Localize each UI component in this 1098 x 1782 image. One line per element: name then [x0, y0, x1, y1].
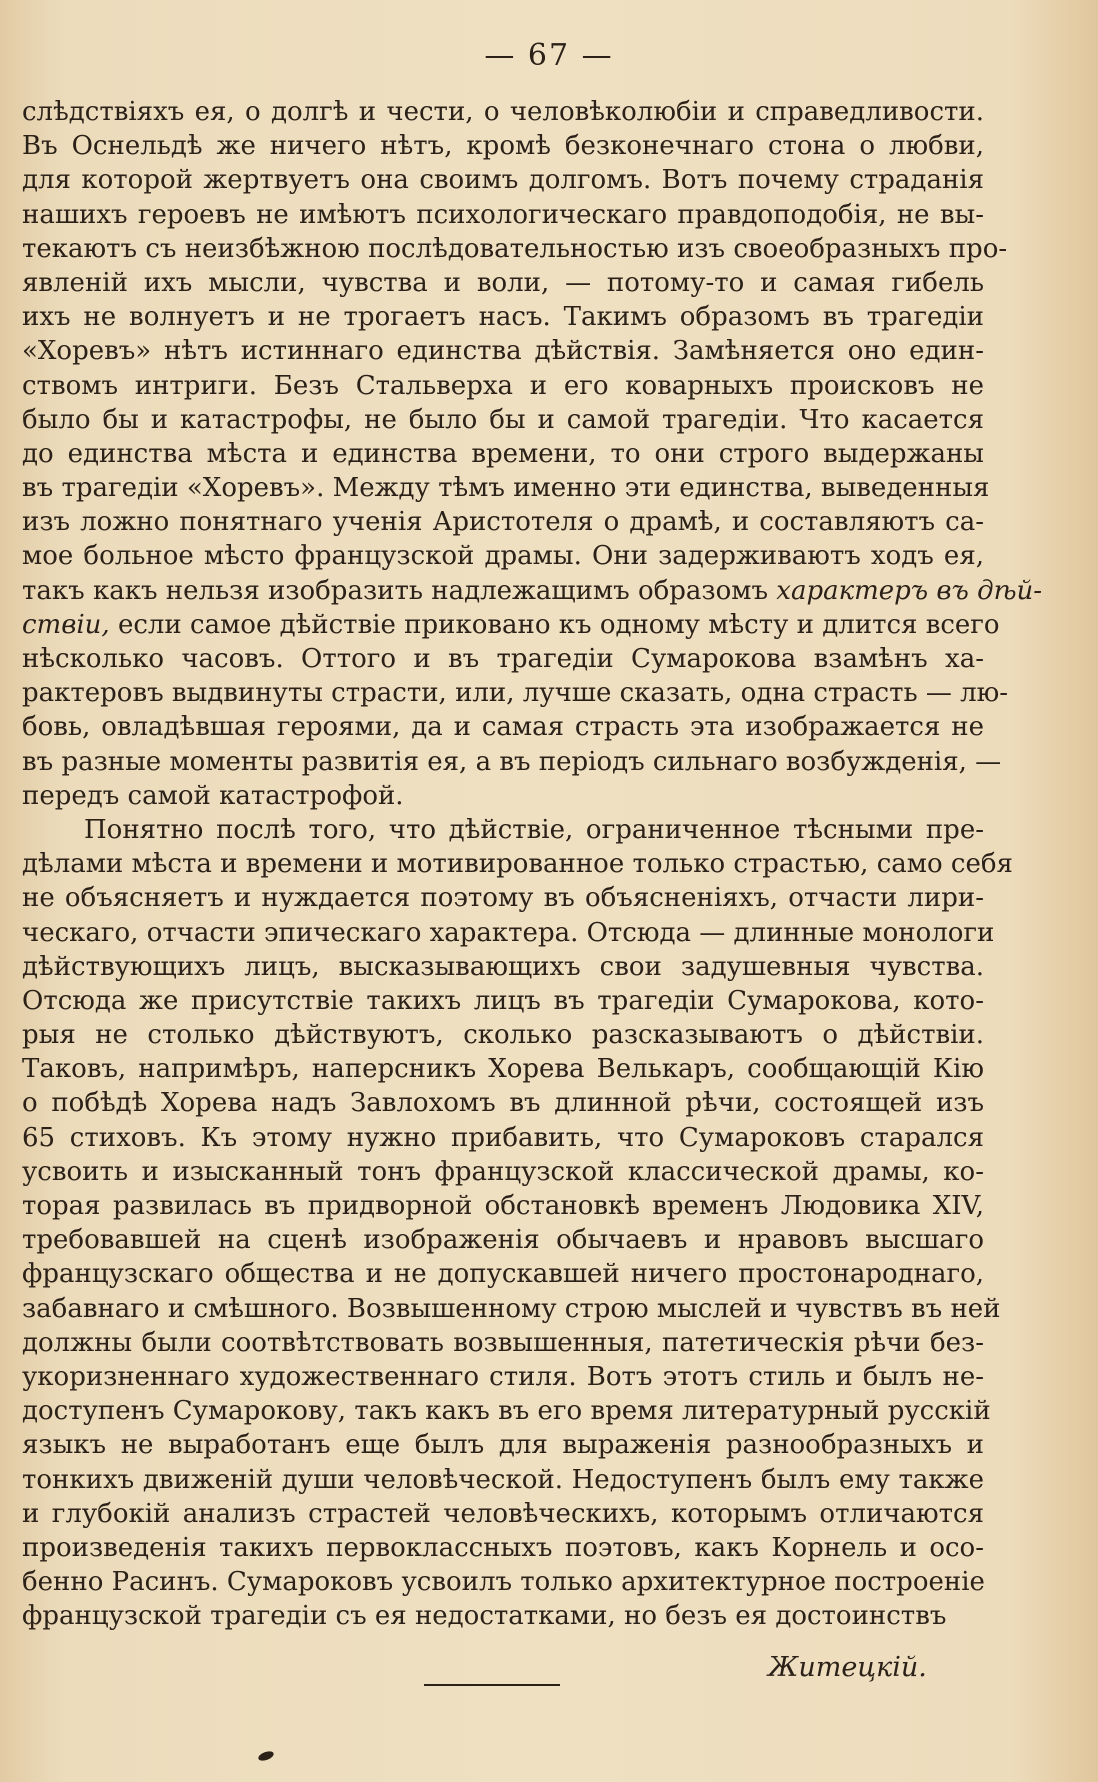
line-text: усвоить и изысканный тонъ французской классической драмы, ко- [22, 1156, 984, 1187]
line-text: для которой жертвуетъ она своимъ долгомъ. Вотъ почему страданія [22, 165, 984, 196]
text-line [22, 198, 984, 232]
ink-blot [257, 1750, 275, 1763]
text-line [22, 642, 984, 676]
text-line [22, 1463, 984, 1497]
text-line [22, 129, 984, 163]
text-line [22, 95, 984, 129]
line-text: въ разные моменты развитія ея, а въ періодъ сильнаго возбужденія, — [22, 746, 1002, 777]
author-signature: Житецкій. [768, 1652, 927, 1683]
text-line [22, 505, 984, 539]
line-text: ствомъ интриги. Безъ Стальверха и его коварныхъ происковъ не [22, 370, 984, 401]
line-text: не объясняетъ и нуждается поэтому въ объясненіяхъ, отчасти лири- [22, 883, 984, 914]
line-text: тонкихъ движеній души человѣческой. Недоступенъ былъ ему также [22, 1464, 984, 1495]
page-number: — 67 — [484, 38, 614, 73]
line-text: 65 стиховъ. Къ этому нужно прибавить, что Сумароковъ старался [22, 1122, 984, 1153]
line-text: доступенъ Сумарокову, такъ какъ въ его время литературный русскій [22, 1396, 991, 1427]
line-text: торая развилась въ придворной обстановкѣ временъ Людовика XIV, [22, 1191, 984, 1221]
line-text: было бы и катастрофы, не было бы и самой трагедіи. Что касается [22, 404, 984, 435]
text-line [22, 779, 984, 813]
line-text: ческаго, отчасти эпическаго характера. Отсюда — длинные монологи [22, 917, 995, 948]
text-line [22, 232, 1008, 266]
line-text: изъ ложно понятнаго ученія Аристотеля о драмѣ, и составляютъ са- [22, 507, 984, 538]
text-line [22, 1326, 984, 1360]
text-line [22, 1223, 984, 1257]
text-line [22, 1531, 984, 1565]
text-line [22, 676, 1009, 710]
line-text: бовь, овладѣвшая героями, да и самая страсть эта изображается не [22, 712, 984, 743]
line-text: Отсюда же присутствіе такихъ лицъ въ трагедіи Сумарокова, кото- [22, 985, 984, 1016]
text-line [22, 1018, 984, 1052]
line-text: текаютъ съ неизбѣжною послѣдовательностью изъ своеобразныхъ про- [22, 233, 1008, 264]
italic-phrase: ствіи, [22, 609, 110, 640]
footer [0, 1652, 1098, 1692]
text-line [22, 437, 984, 471]
line-text: мое больное мѣсто французской драмы. Они задерживаютъ ходъ ея, [22, 541, 984, 572]
text-line [22, 916, 995, 950]
line-text: рактеровъ выдвинуты страсти, или, лучше сказать, одна страсть — лю- [22, 678, 1009, 709]
line-text: дѣлами мѣста и времени и мотивированное только страстью, само себя [22, 849, 1013, 880]
text-line [22, 1257, 984, 1291]
text-line [22, 813, 984, 847]
line-text: Понятно послѣ того, что дѣйствіе, ограниченное тѣсными пре- [84, 814, 984, 845]
line-text: французской трагедіи съ ея недостатками, но безъ ея достоинствъ [22, 1601, 947, 1632]
text-line [22, 1292, 1001, 1326]
text-line [22, 163, 984, 197]
text-line [22, 1360, 984, 1394]
text-line [22, 847, 1013, 881]
text-line [22, 300, 984, 334]
line-text: Въ Оснельдѣ же ничего нѣтъ, кромѣ безконечнаго стона о любви, [22, 131, 984, 162]
text-line [22, 1086, 984, 1120]
text-line [22, 1565, 984, 1599]
text-line [22, 1052, 984, 1086]
text-line [22, 1428, 984, 1462]
line-text: если самое дѣйствіе приковано къ одному мѣсту и длится всего [109, 609, 1000, 640]
line-text: до единства мѣста и единства времени, то они строго выдержаны [22, 438, 984, 469]
separator-rule [424, 1684, 560, 1686]
line-text: слѣдствіяхъ ея, о долгѣ и чести, о человѣколюбіи и справедливости. [22, 97, 984, 127]
line-text: въ трагедіи «Хоревъ». Между тѣмъ именно эти единства, выведенныя [22, 473, 990, 504]
line-text: дѣйствующихъ лицъ, высказывающихъ свои задушевныя чувства. [22, 951, 984, 982]
text-line [22, 745, 1002, 779]
text-line [22, 984, 984, 1018]
line-text: должны были соотвѣтствовать возвышенныя, патетическія рѣчи без- [22, 1327, 984, 1358]
line-text: рыя не столько дѣйствуютъ, сколько разсказываютъ о дѣйствіи. [22, 1020, 984, 1051]
line-text: Таковъ, напримѣръ, наперсникъ Хорева Велькаръ, сообщающій Кію [22, 1054, 984, 1085]
text-line [22, 950, 984, 984]
text-line [22, 1121, 984, 1155]
line-text: французскаго общества и не допускавшей ничего простонароднаго, [22, 1259, 984, 1290]
line-text: ихъ не волнуетъ и не трогаетъ насъ. Такимъ образомъ въ трагедіи [22, 302, 984, 333]
text-line [22, 1155, 984, 1189]
text-line [22, 539, 984, 573]
text-line [22, 710, 984, 744]
text-line [22, 1189, 984, 1223]
line-text: явленій ихъ мысли, чувства и воли, — потому-то и самая гибель [22, 267, 984, 298]
line-text: нѣсколько часовъ. Оттого и въ трагедіи Сумарокова взамѣнъ ха- [22, 644, 984, 674]
text-line [22, 471, 990, 505]
line-text: и глубокій анализъ страстей человѣческихъ, которымъ отличаются [22, 1498, 984, 1529]
line-text: бенно Расинъ. Сумароковъ усвоилъ только архитектурное построеніе [22, 1567, 985, 1598]
text-line [22, 403, 984, 437]
line-text: укоризненнаго художественнаго стиля. Вотъ этотъ стиль и былъ не- [22, 1361, 984, 1392]
body-text [22, 95, 1043, 1633]
line-text: «Хоревъ» нѣтъ истиннаго единства дѣйствія. Замѣняется оно един- [22, 336, 984, 367]
text-line [22, 881, 984, 915]
text-line [22, 608, 1000, 642]
line-text: забавнаго и смѣшного. Возвышенному строю мыслей и чувствъ въ ней [22, 1293, 1001, 1324]
italic-phrase: характеръ въ дѣй- [776, 575, 1043, 606]
line-text: требовавшей на сценѣ изображенія обычаевъ и нравовъ высшаго [22, 1225, 984, 1256]
text-line [22, 574, 1043, 608]
line-text: о побѣдѣ Хорева надъ Завлохомъ въ длинной рѣчи, состоящей изъ [22, 1088, 984, 1119]
text-line [22, 369, 984, 403]
line-text: языкъ не выработанъ еще былъ для выраженія разнообразныхъ и [22, 1430, 984, 1461]
line-text: произведенія такихъ первоклассныхъ поэтовъ, какъ Корнель и осо- [22, 1532, 984, 1563]
text-line [22, 266, 984, 300]
line-text: передъ самой катастрофой. [22, 780, 404, 811]
line-text: нашихъ героевъ не имѣютъ психологическаго правдоподобія, не вы- [22, 199, 984, 230]
text-line [22, 1497, 984, 1531]
text-line [22, 1394, 991, 1428]
line-text: такъ какъ нельзя изобразить надлежащимъ образомъ [22, 575, 777, 606]
text-line [22, 1599, 984, 1633]
text-line [22, 334, 984, 368]
